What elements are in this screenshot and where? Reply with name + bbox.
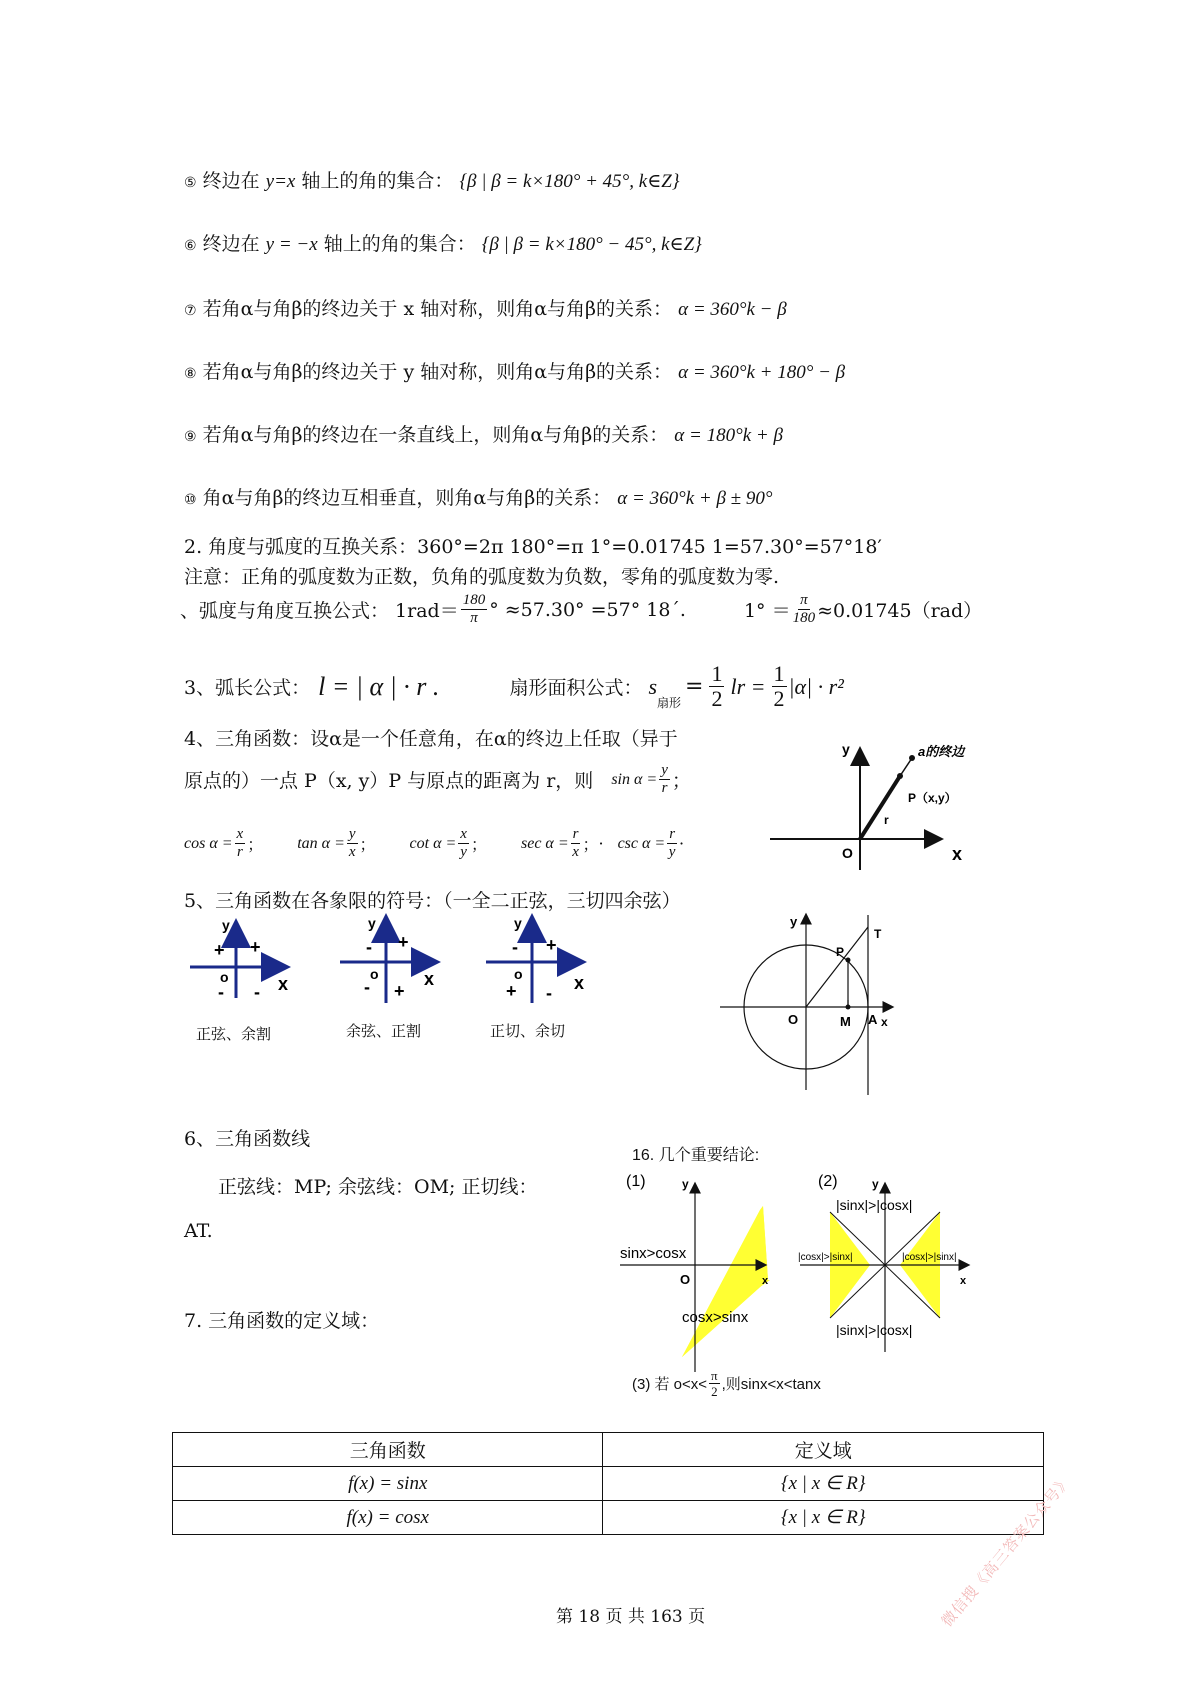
conclusions-diagram — [610, 1162, 990, 1382]
table-header: 定义域 — [603, 1433, 1044, 1467]
arc-length-formula: l = | α | · r . — [318, 671, 440, 701]
table-cell: f(x) = cosx — [173, 1501, 603, 1535]
svg-text:x: x — [960, 1275, 967, 1287]
svg-text:x: x — [424, 969, 435, 989]
sign-diagram-tan — [486, 913, 598, 1003]
svg-text:|sinx|>|cosx|: |sinx|>|cosx| — [836, 1322, 913, 1338]
svg-text:cosx>sinx: cosx>sinx — [682, 1309, 749, 1326]
sign-diagram-cos — [340, 913, 450, 1003]
sec4-line2: 原点的）一点 P（x, y）P 与原点的距离为 r，则 sin α = $\frac{y}{r}$ ； — [184, 762, 691, 796]
svg-text:M: M — [840, 1014, 851, 1029]
table-header: 三角函数 — [173, 1433, 603, 1467]
caption-cos: 余弦、正割 — [346, 1022, 422, 1040]
svg-text:T: T — [874, 927, 882, 941]
sec2-title: 2. 角度与弧度的互换关系：360°=2π 180°=π 1°=0.01745 1=57.30°=57°18′ — [184, 536, 882, 558]
sec6-lines: 正弦线：MP; 余弦线：OM; 正切线： — [218, 1176, 538, 1198]
table-cell: f(x) = sinx — [173, 1467, 603, 1501]
svg-text:o: o — [370, 966, 379, 982]
svg-text:r: r — [884, 813, 889, 827]
svg-text:sinx>cosx: sinx>cosx — [620, 1245, 687, 1262]
domain-table — [172, 1432, 1044, 1535]
svg-text:+: + — [394, 981, 405, 1001]
svg-text:-: - — [512, 937, 518, 957]
sign-diagram-sin — [190, 918, 300, 998]
svg-text:a的终边: a的终边 — [918, 744, 965, 759]
svg-text:A: A — [868, 1012, 878, 1027]
svg-text:P（x,y）: P（x,y） — [908, 791, 957, 805]
svg-text:+: + — [214, 940, 225, 960]
svg-text:-: - — [366, 937, 372, 957]
sec3-formulas: 3、弧长公式： l = | α | · r . 扇形面积公式： s 扇形 = $\frac{1}{2}$ lr = $\frac{1}{2}$ |α| · r² — [184, 661, 844, 711]
svg-text:|cosx|>|sinx|: |cosx|>|sinx| — [798, 1252, 853, 1263]
table-row — [173, 1467, 1044, 1501]
svg-text:+: + — [506, 981, 517, 1001]
table-header-row — [173, 1433, 1044, 1467]
svg-text:-: - — [364, 977, 370, 997]
svg-text:P: P — [836, 945, 845, 959]
svg-text:+: + — [250, 937, 261, 957]
line-8: ⑧ 若角α与角β的终边关于 y 轴对称，则角α与角β的关系： α = 360°k + 180° − β — [184, 361, 846, 383]
unit-circle-diagram — [720, 900, 920, 1100]
svg-text:y: y — [872, 1177, 879, 1191]
svg-text:y: y — [514, 915, 522, 931]
line-6: ⑥ 终边在 y = −x 轴上的角的集合： {β | β = k×180° − 45°, k∈Z} — [184, 233, 702, 255]
line-9: ⑨ 若角α与角β的终边在一条直线上，则角α与角β的关系： α = 180°k + β — [184, 424, 783, 446]
sec16-p3: (3) 若 o<x< $\frac{\pi}{2}$ ,则sinx<x<tanx — [632, 1368, 821, 1399]
caption-sin: 正弦、余割 — [196, 1025, 272, 1043]
svg-text:|cosx|>|sinx|: |cosx|>|sinx| — [902, 1252, 957, 1263]
svg-text:-: - — [218, 982, 224, 998]
sec2-formula: 、弧度与角度互换公式： 1rad＝ $\frac{180}{\pi}$ ° ≈57.30° =57° 18ˊ. 1° ＝ $\frac{\pi}{180}$ ≈0.01745（rad） — [180, 592, 983, 626]
sec6-at: AT. — [184, 1220, 213, 1242]
terminal-side-diagram — [770, 740, 990, 870]
svg-text:-: - — [254, 982, 260, 998]
sec4-ratios: cos α = $\frac{x}{r}$ ； tan α = $\frac{y}{x}$ ； cot α = $\frac{x}{y}$ ； sec α = $\frac{r}{x}$ ； · csc α = $\frac{r}{y}$ · — [184, 826, 685, 860]
sec2-note: 注意：正角的弧度数为正数，负角的弧度数为负数，零角的弧度数为零. — [184, 566, 780, 588]
svg-text:|sinx|>|cosx|: |sinx|>|cosx| — [836, 1197, 913, 1213]
svg-text:+: + — [546, 935, 557, 955]
line-5: ⑤ 终边在 y=x 轴上的角的集合： {β | β = k×180° + 45°, k∈Z} — [184, 170, 680, 192]
svg-text:x: x — [881, 1015, 888, 1029]
svg-text:x: x — [952, 844, 963, 864]
svg-text:y: y — [842, 741, 850, 757]
sec16-title: 16. 几个重要结论: — [632, 1147, 760, 1164]
svg-text:o: o — [514, 966, 523, 982]
sec5-title: 5、三角函数在各象限的符号：（一全二正弦，三切四余弦） — [184, 890, 681, 912]
svg-text:(1): (1) — [626, 1173, 646, 1190]
svg-text:x: x — [574, 973, 585, 993]
line-7: ⑦ 若角α与角β的终边关于 x 轴对称，则角α与角β的关系： α = 360°k − β — [184, 298, 787, 320]
svg-text:x: x — [278, 974, 289, 994]
sec6-title: 6、三角函数线 — [184, 1128, 311, 1150]
line-10: ⑩ 角α与角β的终边互相垂直，则角α与角β的关系： α = 360°k + β ± 90° — [184, 487, 773, 509]
svg-text:(2): (2) — [818, 1173, 838, 1190]
table-cell: {x | x ∈ R} — [603, 1467, 1044, 1501]
svg-text:y: y — [790, 914, 798, 929]
svg-text:+: + — [398, 932, 409, 952]
svg-text:y: y — [368, 915, 376, 931]
circled-num: ⑤ — [184, 175, 197, 191]
svg-text:O: O — [788, 1012, 799, 1027]
table-cell: {x | x ∈ R} — [603, 1501, 1044, 1535]
set-formula: {β | β = k×180° + 45°, k∈Z} — [459, 171, 680, 192]
svg-text:O: O — [680, 1272, 691, 1287]
svg-text:-: - — [546, 983, 552, 1003]
sec7-title: 7. 三角函数的定义域： — [184, 1310, 380, 1332]
svg-text:x: x — [762, 1275, 769, 1287]
page-footer: 第 18 页 共 163 页 — [556, 1607, 706, 1627]
watermark: 微信搜《高三答案公众号》 — [937, 1471, 1075, 1631]
caption-tan: 正切、余切 — [490, 1022, 566, 1040]
svg-text:O: O — [842, 845, 853, 861]
svg-text:y: y — [222, 918, 230, 933]
svg-text:y: y — [682, 1177, 689, 1191]
set-formula: {β | β = k×180° − 45°, k∈Z} — [481, 234, 702, 255]
svg-text:o: o — [220, 969, 229, 985]
sec4-line1: 4、三角函数：设α是一个任意角，在α的终边上任取（异于 — [184, 728, 678, 750]
table-row — [173, 1501, 1044, 1535]
